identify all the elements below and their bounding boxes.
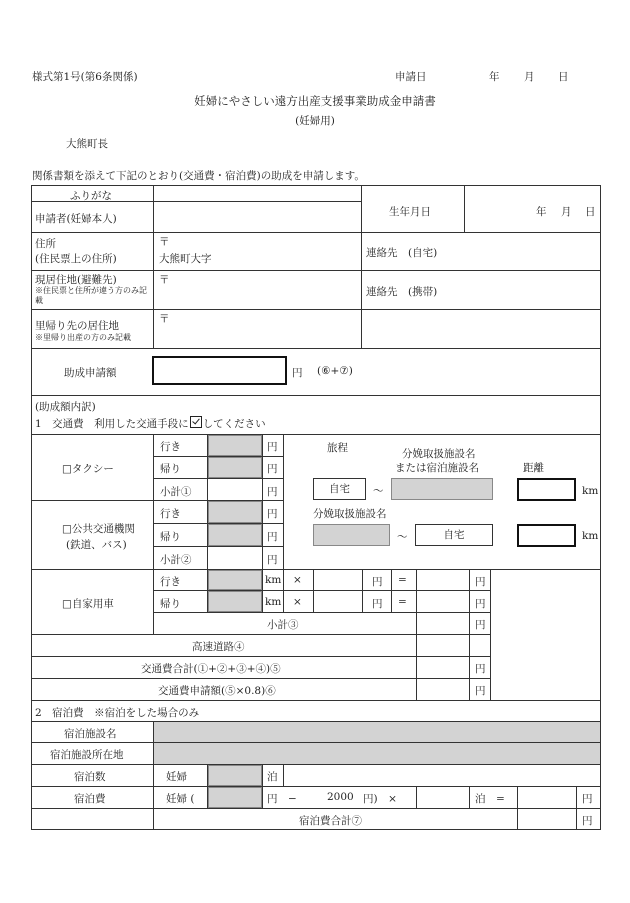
date-month: 月 [524, 71, 535, 83]
yen-unit: 円 [582, 793, 593, 805]
yen-unit: 円 [475, 598, 486, 610]
address-label: 住所 [35, 238, 56, 250]
rule [469, 786, 470, 808]
applicant-name-label: 申請者(妊婦本人) [35, 213, 117, 225]
rule [416, 786, 417, 808]
rule [31, 764, 601, 765]
taxi-back-label: 帰り [160, 463, 181, 475]
birth-year: 年 [536, 206, 547, 218]
transport-instruction-prefix: 1 交通費 利用した交通手段に [35, 418, 189, 430]
public-destination-home: 自宅 [415, 524, 493, 546]
km-unit: km [265, 596, 282, 608]
km-unit: km [265, 574, 282, 586]
amount-input[interactable] [152, 356, 287, 385]
address-value: 大熊町大字 [159, 253, 212, 265]
rule [31, 656, 490, 657]
transport-total-label: 交通費合計(①+②+③+④)⑤ [141, 663, 281, 675]
lodging-facility-name-label: 宿泊施設名 [64, 728, 117, 740]
rule [262, 764, 263, 808]
rule [283, 764, 284, 786]
rule [31, 434, 601, 435]
tilde: ～ [373, 485, 384, 497]
amount-label: 助成申請額 [64, 367, 117, 379]
lodging-heading: 2 宿泊費 ※宿泊をした場合のみ [35, 707, 200, 719]
yen-unit: 円 [475, 685, 486, 697]
rule [153, 590, 490, 591]
km-unit: km [582, 485, 599, 497]
rule [31, 569, 601, 570]
public-transport-checkbox[interactable]: □公共交通機関 [62, 523, 135, 535]
car-back-distance[interactable] [208, 591, 262, 612]
postal-mark: 〒 [159, 313, 170, 325]
taxi-back-amount[interactable] [208, 457, 262, 478]
public-subtotal-amount[interactable] [208, 547, 262, 569]
facility-label: 分娩取扱施設名 [313, 508, 387, 520]
birth-month: 月 [561, 206, 572, 218]
yen-unit: 円 [267, 486, 278, 498]
rule [31, 395, 601, 396]
contact-home-label: 連絡先 (自宅) [366, 247, 438, 259]
taxi-facility-input[interactable] [391, 478, 493, 500]
facility-heading: 分娩取扱施設名 [402, 448, 476, 460]
rule [31, 808, 601, 809]
taxi-origin-home: 自宅 [313, 478, 366, 500]
equals-sign: = [398, 574, 407, 586]
taxi-checkbox[interactable]: □タクシー [62, 463, 114, 475]
form-number: 様式第1号(第6条関係) [32, 71, 138, 83]
yen-close-times: 円) × [363, 793, 397, 805]
date-year: 年 [489, 71, 500, 83]
nights-input[interactable] [208, 765, 262, 786]
current-residence-label: 現居住地(避難先) [35, 274, 117, 286]
yen-unit: 円 [372, 598, 383, 610]
rule [576, 786, 577, 830]
postal-mark: 〒 [159, 274, 170, 286]
lodging-facility-address-label: 宿泊施設所在地 [50, 749, 124, 761]
private-car-checkbox[interactable]: □自家用車 [62, 598, 114, 610]
facility-heading-alt: または宿泊施設名 [395, 462, 479, 474]
public-distance-input[interactable] [517, 524, 576, 547]
intro-text: 関係書類を添えて下記のとおり(交通費・宿泊費)の助成を申請します。 [32, 170, 365, 182]
rule [153, 612, 490, 613]
breakdown-heading: (助成額内訳) [35, 401, 96, 413]
times-sign: × [293, 596, 302, 608]
birthdate-label: 生年月日 [389, 206, 431, 218]
times-sign: × [293, 574, 302, 586]
birthdate-field[interactable] [465, 186, 600, 232]
document-subtitle: (妊婦用) [295, 115, 335, 127]
car-go-label: 行き [160, 576, 181, 588]
public-subtotal-label: 小計② [160, 554, 192, 566]
itinerary-label: 旅程 [327, 442, 348, 454]
yen-unit: 円 [267, 441, 278, 453]
public-go-label: 行き [160, 508, 181, 520]
rule [31, 700, 601, 701]
taxi-distance-input[interactable] [517, 478, 576, 501]
address-sublabel: (住民票上の住所) [35, 253, 117, 265]
yen-minus: 円 − [267, 793, 297, 805]
amount-formula: (⑥+⑦) [317, 365, 353, 377]
furigana-field[interactable] [154, 186, 360, 201]
transport-claim-label: 交通費申請額(⑤×0.8)⑥ [158, 685, 276, 697]
km-unit: km [582, 530, 599, 542]
haku-unit: 泊 [267, 771, 278, 783]
lodging-cost-label: 宿泊費 [74, 793, 106, 805]
yen-unit: 円 [582, 815, 593, 827]
rule [31, 678, 490, 679]
distance-label: 距離 [523, 462, 544, 474]
equals-sign: = [398, 596, 407, 608]
highway-label: 高速道路④ [192, 641, 245, 653]
yen-unit: 円 [267, 508, 278, 520]
rule [31, 634, 490, 635]
transport-instruction [35, 416, 266, 431]
rule [313, 569, 314, 612]
current-residence-note: ※住民票と住所が違う方のみ記載 [35, 286, 147, 305]
taxi-subtotal-amount[interactable] [208, 479, 262, 500]
rule [31, 348, 601, 349]
public-transport-note: (鉄道、バス) [66, 539, 127, 551]
car-subtotal-label: 小計③ [267, 619, 299, 631]
rule [361, 185, 362, 348]
yen-unit: 円 [475, 576, 486, 588]
public-go-amount[interactable] [208, 501, 262, 523]
taxi-subtotal-label: 小計① [160, 486, 192, 498]
taxi-go-amount[interactable] [208, 435, 262, 456]
yen-unit: 円 [372, 576, 383, 588]
furigana-label: ふりがな [70, 190, 112, 202]
rule [31, 309, 601, 310]
yen-unit: 円 [267, 554, 278, 566]
amount-unit: 円 [292, 367, 303, 379]
tilde: ～ [397, 531, 408, 543]
haku-equals: 泊 = [475, 793, 505, 805]
rule [31, 786, 601, 787]
rule [262, 434, 263, 612]
birth-day: 日 [585, 206, 596, 218]
transport-instruction-suffix: してください [202, 418, 266, 430]
check-icon [190, 416, 202, 428]
public-back-label: 帰り [160, 531, 181, 543]
public-back-amount[interactable] [208, 524, 262, 546]
document-title: 妊婦にやさしい遠方出産支援事業助成金申請書 [194, 94, 436, 108]
yen-unit: 円 [475, 619, 486, 631]
rule [416, 569, 417, 700]
postal-mark: 〒 [159, 236, 170, 248]
rule [362, 569, 363, 612]
yen-unit: 円 [267, 531, 278, 543]
rule [490, 569, 491, 700]
rule [469, 569, 470, 700]
rule [31, 270, 601, 271]
lodging-facility-name-input[interactable] [154, 722, 600, 742]
lodging-total-label: 宿泊費合計⑦ [299, 815, 362, 827]
hometown-note: ※里帰り出産の方のみ記載 [35, 333, 131, 342]
rule [283, 434, 284, 612]
taxi-go-label: 行き [160, 441, 181, 453]
car-back-label: 帰り [160, 598, 181, 610]
addressee: 大熊町長 [66, 138, 108, 150]
rule [31, 232, 601, 233]
lodging-facility-address-input[interactable] [154, 743, 600, 764]
public-facility-input[interactable] [313, 524, 390, 546]
deduction-amount: 2000 [327, 791, 354, 803]
date-day: 日 [558, 71, 569, 83]
applicant-name-field[interactable] [154, 202, 360, 232]
rule [391, 569, 392, 612]
application-date-label: 申請日 [395, 71, 427, 83]
nights-label: 宿泊数 [74, 771, 106, 783]
yen-unit: 円 [475, 663, 486, 675]
rule [517, 786, 518, 830]
hometown-label: 里帰り先の居住地 [35, 320, 119, 332]
yen-unit: 円 [267, 463, 278, 475]
lodging-rate-input[interactable] [208, 787, 262, 808]
contact-mobile-label: 連絡先 (携帯) [366, 286, 438, 298]
rule [153, 434, 154, 634]
pregnant-open-label: 妊婦 ( [166, 793, 195, 805]
car-go-distance[interactable] [208, 570, 262, 590]
pregnant-label: 妊婦 [166, 771, 187, 783]
